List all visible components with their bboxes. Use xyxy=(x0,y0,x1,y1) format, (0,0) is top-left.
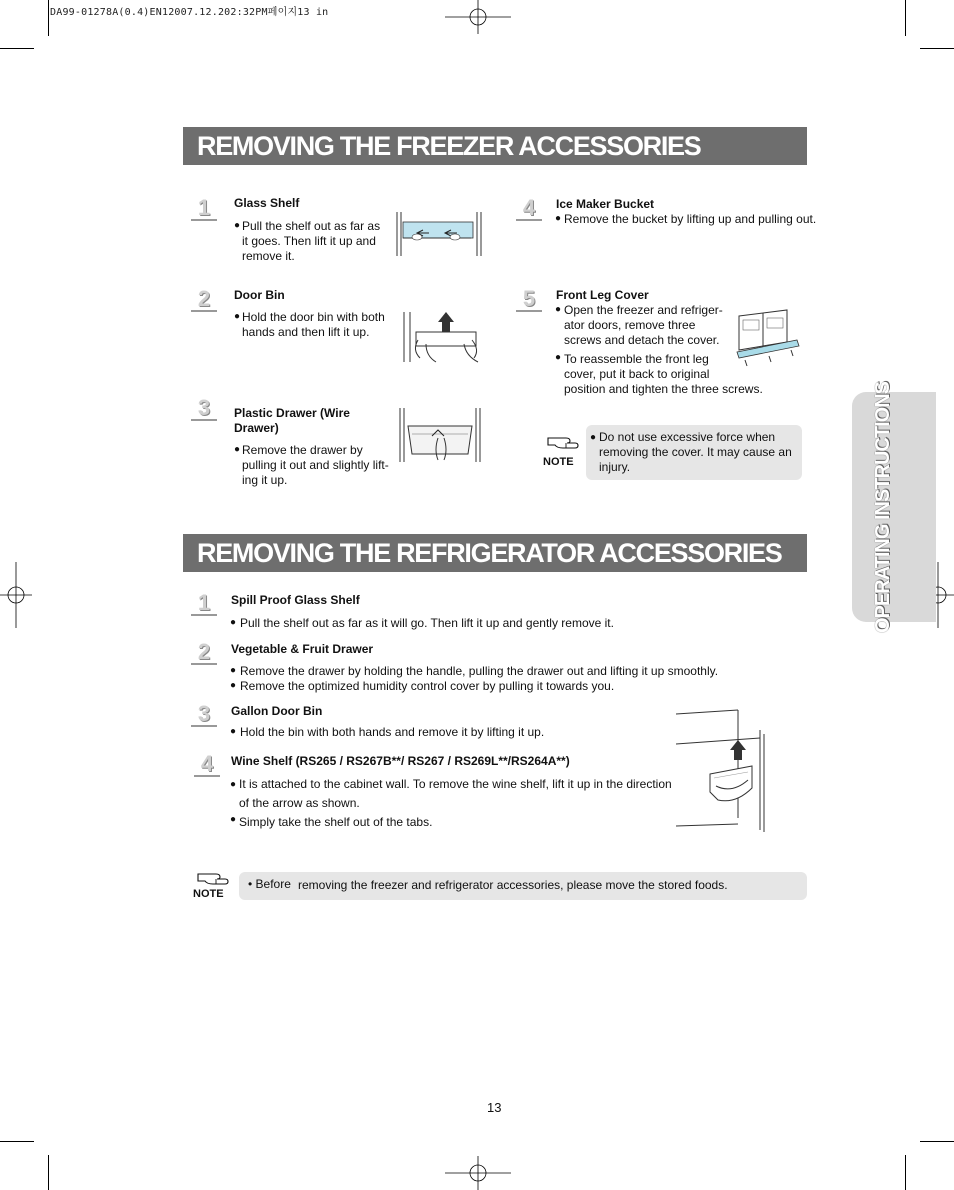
note-text: Do not use excessive force when xyxy=(599,430,776,444)
step-text: Remove the drawer by xyxy=(242,443,363,457)
wine-shelf-illustration xyxy=(676,708,770,832)
step-text: ator doors, remove three xyxy=(564,318,696,332)
step-heading: Drawer) xyxy=(234,421,279,435)
registration-mark-top xyxy=(445,0,511,34)
step-text: cover, put it back to original xyxy=(564,367,710,381)
print-header: DA99-01278A(0.4)EN12007.12.202:32PM페이지13 in xyxy=(50,7,329,18)
glass-shelf-illustration xyxy=(395,212,487,258)
front-leg-cover-illustration xyxy=(733,306,803,368)
crop-mark xyxy=(905,0,906,36)
registration-mark-left xyxy=(0,562,32,628)
crop-mark xyxy=(48,1155,49,1190)
step-text: Remove the bucket by lifting up and pulling out. xyxy=(564,212,817,226)
freezer-section-title: REMOVING THE FREEZER ACCESSORIES xyxy=(183,127,807,165)
crop-mark xyxy=(48,0,49,36)
step-text: Hold the bin with both hands and remove it by lifting it up. xyxy=(240,725,545,739)
bullet-icon: ● xyxy=(230,617,237,628)
note-hand-icon xyxy=(546,432,580,452)
step-heading: Spill Proof Glass Shelf xyxy=(231,593,360,607)
step-text: To reassemble the front leg xyxy=(564,352,709,366)
bullet-icon: ● xyxy=(234,311,241,322)
bullet-icon: ● xyxy=(555,213,562,224)
step-text: Pull the shelf out as far as it will go. Then lift it up and gently remove it. xyxy=(240,616,614,630)
crop-mark xyxy=(920,1141,954,1142)
step-heading: Plastic Drawer (Wire xyxy=(234,406,350,420)
step-text: ing it up. xyxy=(242,473,288,487)
crop-mark xyxy=(920,48,954,49)
step-number: 3 xyxy=(191,397,217,421)
note-lead: • Before xyxy=(248,877,291,891)
crop-mark xyxy=(0,1141,34,1142)
note-text: removing the cover. It may cause an xyxy=(599,445,792,459)
note-text: removing the freezer and refrigerator accessories, please move the stored foods. xyxy=(298,878,728,892)
step-heading: Glass Shelf xyxy=(234,196,300,210)
crop-mark xyxy=(0,48,34,49)
bullet-icon: ● xyxy=(230,665,237,676)
bullet-icon: ● xyxy=(234,444,241,455)
step-text: Hold the door bin with both xyxy=(242,310,385,324)
door-bin-illustration xyxy=(402,310,486,364)
step-text: it goes. Then lift it up and xyxy=(242,234,376,248)
registration-mark-bottom xyxy=(445,1156,511,1190)
refrigerator-section-title: REMOVING THE REFRIGERATOR ACCESSORIES xyxy=(183,534,807,572)
bullet-icon: ● xyxy=(230,726,237,737)
step-text: screws and detach the cover. xyxy=(564,333,720,347)
bullet-icon: ● xyxy=(230,814,237,825)
bullet-icon: ● xyxy=(230,779,237,790)
step-text: remove it. xyxy=(242,249,295,263)
page-number: 13 xyxy=(487,1100,502,1115)
step-text: of the arrow as shown. xyxy=(239,796,360,810)
step-text: Pull the shelf out as far as xyxy=(242,219,381,233)
step-text: Remove the drawer by holding the handle, pulling the drawer out and lifting it up smoothly. xyxy=(240,664,719,678)
note-label: NOTE xyxy=(193,888,224,900)
step-number: 5 xyxy=(516,288,542,312)
note-text: injury. xyxy=(599,460,631,474)
bullet-icon: ● xyxy=(590,432,597,443)
step-heading: Wine Shelf (RS265 / RS267B**/ RS267 / RS269L**/RS264A**) xyxy=(231,754,570,768)
note-label: NOTE xyxy=(543,456,574,468)
side-tab-label-wrap xyxy=(848,381,918,633)
step-text: Open the freezer and refriger- xyxy=(564,303,723,317)
step-text: Simply take the shelf out of the tabs. xyxy=(239,815,433,829)
step-number: 3 xyxy=(191,703,217,727)
bullet-icon: ● xyxy=(555,352,562,363)
step-text: position and tighten the three screws. xyxy=(564,382,763,396)
side-tab-label: OPERATING INSTRUCTIONS xyxy=(871,381,894,633)
step-text: pulling it out and slightly lift- xyxy=(242,458,389,472)
step-heading: Door Bin xyxy=(234,288,285,302)
crop-mark xyxy=(905,1155,906,1190)
step-heading: Front Leg Cover xyxy=(556,288,649,302)
bullet-icon: ● xyxy=(230,680,237,691)
bullet-icon: ● xyxy=(234,220,241,231)
step-text: hands and then lift it up. xyxy=(242,325,370,339)
step-number: 2 xyxy=(191,288,217,312)
note-hand-icon xyxy=(196,868,230,888)
step-number: 4 xyxy=(194,753,220,777)
bullet-icon: ● xyxy=(555,304,562,315)
step-heading: Gallon Door Bin xyxy=(231,704,323,718)
step-number: 1 xyxy=(191,197,217,221)
step-number: 1 xyxy=(191,592,217,616)
step-number: 4 xyxy=(516,197,542,221)
plastic-drawer-illustration xyxy=(398,408,484,464)
step-text: It is attached to the cabinet wall. To remove the wine shelf, lift it up in the direction xyxy=(239,777,672,791)
step-text: Remove the optimized humidity control cover by pulling it towards you. xyxy=(240,679,615,693)
step-heading: Vegetable & Fruit Drawer xyxy=(231,642,374,656)
step-number: 2 xyxy=(191,641,217,665)
step-heading: Ice Maker Bucket xyxy=(556,197,655,211)
